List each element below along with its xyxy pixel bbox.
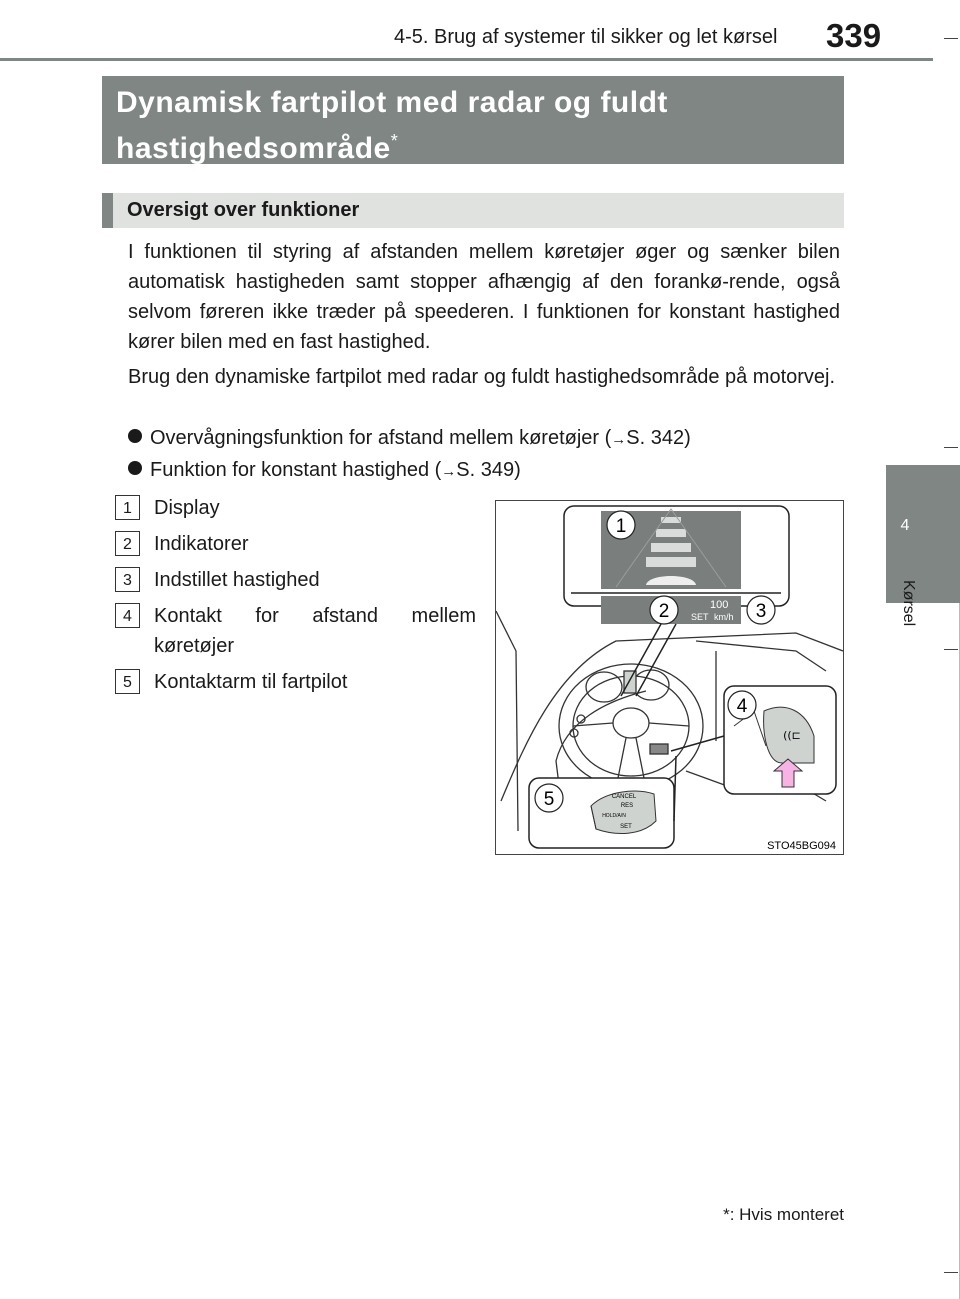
footnote <box>723 1205 844 1225</box>
crop-mark <box>944 649 958 650</box>
figure-code: STO45BG094 <box>767 840 836 852</box>
lever-set: SET <box>620 824 632 830</box>
callout-5: 5 <box>543 789 555 810</box>
item-label: Display <box>154 497 220 519</box>
lever-res: RES <box>620 803 634 809</box>
page-number: 339 <box>826 17 882 54</box>
page-ref-link[interactable]: S. 342 <box>626 427 685 449</box>
subheading-accent <box>102 193 113 228</box>
callout-3: 3 <box>755 601 767 622</box>
header-rule <box>0 58 933 61</box>
item-number-badge: 3 <box>115 567 140 592</box>
set-label: SET <box>691 612 709 622</box>
crop-mark <box>944 1272 958 1273</box>
title-text: Dynamisk fartpilot med radar og fuldt hastighedsområde <box>116 86 668 165</box>
paragraph-usage: Brug den dynamiske fartpilot med radar og fuldt hastighedsområde på motorvej. <box>128 366 836 388</box>
bullet-item <box>128 455 521 487</box>
dashboard-illustration <box>495 500 844 855</box>
crop-mark <box>944 38 958 39</box>
lever-hold: HOLD/A/N <box>602 813 626 819</box>
dashboard-drawing <box>496 501 843 854</box>
callout-4: 4 <box>736 696 748 717</box>
item-number-badge: 5 <box>115 669 140 694</box>
bullet-text: Overvågningsfunktion for afstand mellem køretøjer ( <box>150 427 612 449</box>
item-number-badge: 4 <box>115 603 140 628</box>
bullet-close: ) <box>684 427 691 449</box>
footnote-text: : Hvis monteret <box>729 1205 844 1224</box>
item-number-badge: 1 <box>115 495 140 520</box>
page-title <box>116 84 836 168</box>
chapter-label: Kørsel <box>900 580 917 627</box>
item-label: Kontaktarm til fartpilot <box>154 671 348 693</box>
crop-mark <box>944 447 958 448</box>
speed-unit: km/h <box>714 612 734 622</box>
item-number-badge: 2 <box>115 531 140 556</box>
bullet-item <box>128 423 691 455</box>
callout-2: 2 <box>658 601 670 622</box>
bullet-dot-icon <box>128 429 142 443</box>
distance-switch-icon: ((⊏ <box>783 729 801 742</box>
chapter-number: 4 <box>900 517 910 534</box>
bullet-dot-icon <box>128 461 142 475</box>
item-label: Indikatorer <box>154 533 249 555</box>
arrow-right-icon: → <box>441 463 457 480</box>
bullet-text: Funktion for konstant hastighed ( <box>150 459 442 481</box>
arrow-right-icon: → <box>611 431 627 448</box>
callout-1: 1 <box>615 516 627 537</box>
subheading: Oversigt over funktioner <box>127 199 360 221</box>
asterisk-icon: * <box>723 1205 730 1224</box>
bullet-close: ) <box>514 459 521 481</box>
lever-cancel: CANCEL <box>611 794 637 800</box>
item-label: Kontakt for afstand mellem køretøjer <box>154 605 476 657</box>
page-ref-link[interactable]: S. 349 <box>456 459 515 481</box>
asterisk-icon: * <box>390 131 399 151</box>
speed-value: 100 <box>710 599 729 611</box>
paragraph-intro: I funktionen til styring af afstanden mellem køretøjer øger og sænker bilen automatisk hastigheden samt stopper afhængig af den forankø-rende, også selvom føreren ikke træder på speederen. I funktionen for konstant hastighed kører bilen med en fast hastighed. <box>128 241 840 353</box>
running-header: 4-5. Brug af systemer til sikker og let kørsel <box>394 26 778 48</box>
item-label: Indstillet hastighed <box>154 569 320 591</box>
